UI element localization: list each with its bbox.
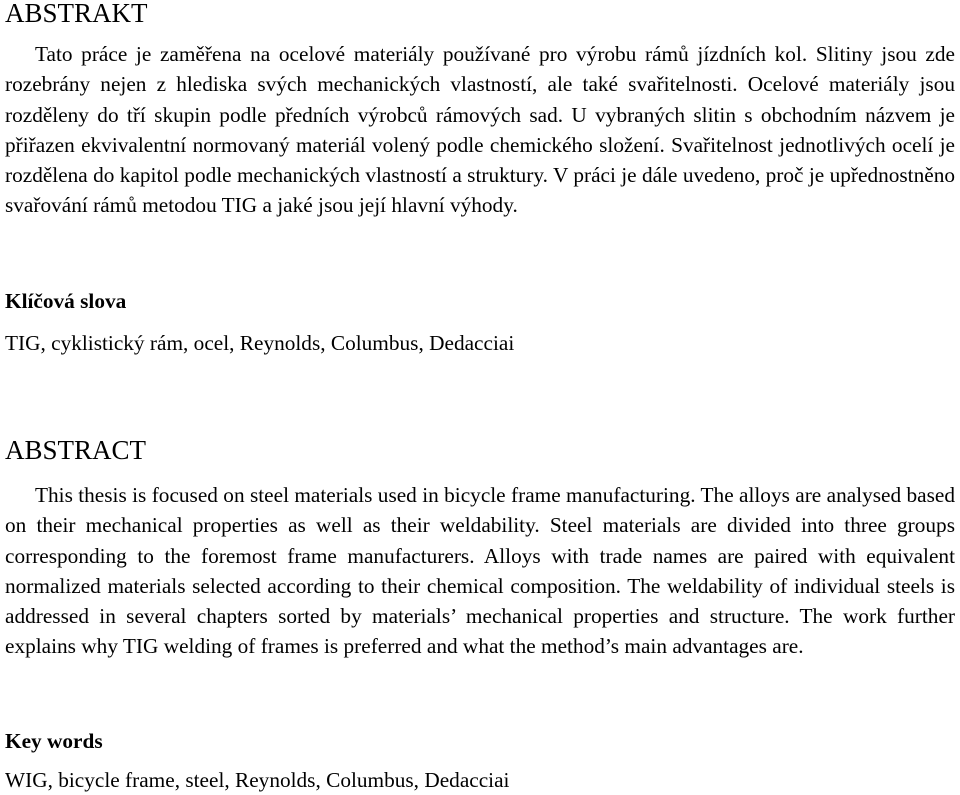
keywords-title-czech: Klíčová slova (5, 289, 127, 313)
abstract-heading-english: ABSTRACT (5, 435, 147, 465)
keywords-text-czech: TIG, cyklistický rám, ocel, Reynolds, Columbus, Dedacciai (5, 331, 515, 355)
keywords-title-english: Key words (5, 729, 103, 753)
keywords-text-english: WIG, bicycle frame, steel, Reynolds, Columbus, Dedacciai (5, 768, 510, 792)
abstract-text-czech: Tato práce je zaměřena na ocelové materiály používané pro výrobu rámů jízdních kol. Slitiny jsou zde rozebrány nejen z hlediska svých mechanických vlastností, ale také svařitelnosti. Ocelové materiály jsou rozděleny do tří skupin podle předních výrobců rámových sad. U vybraných slitin s obchodním názvem je přiřazen ekvivalentní normovaný materiál volený podle chemického složení. Svařitelnost jednotlivých ocelí je rozdělena do kapitol podle mechanických vlastností a struktury. V práci je dále uvedeno, proč je upřednostněno svařování rámů metodou TIG a jaké jsou její hlavní výhody. (5, 42, 955, 218)
abstract-text-english: This thesis is focused on steel materials used in bicycle frame manufacturing. The alloys are analysed based on their mechanical properties as well as their weldability. Steel materials are divided into three groups corresponding to the foremost frame manufacturers. Alloys with trade names are paired with equivalent normalized materials selected according to their chemical composition. The weldability of individual steels is addressed in several chapters sorted by materials’ mechanical properties and structure. The work further explains why TIG welding of frames is preferred and what the method’s main advantages are. (5, 483, 955, 659)
abstract-heading-czech: ABSTRAKT (5, 0, 148, 28)
